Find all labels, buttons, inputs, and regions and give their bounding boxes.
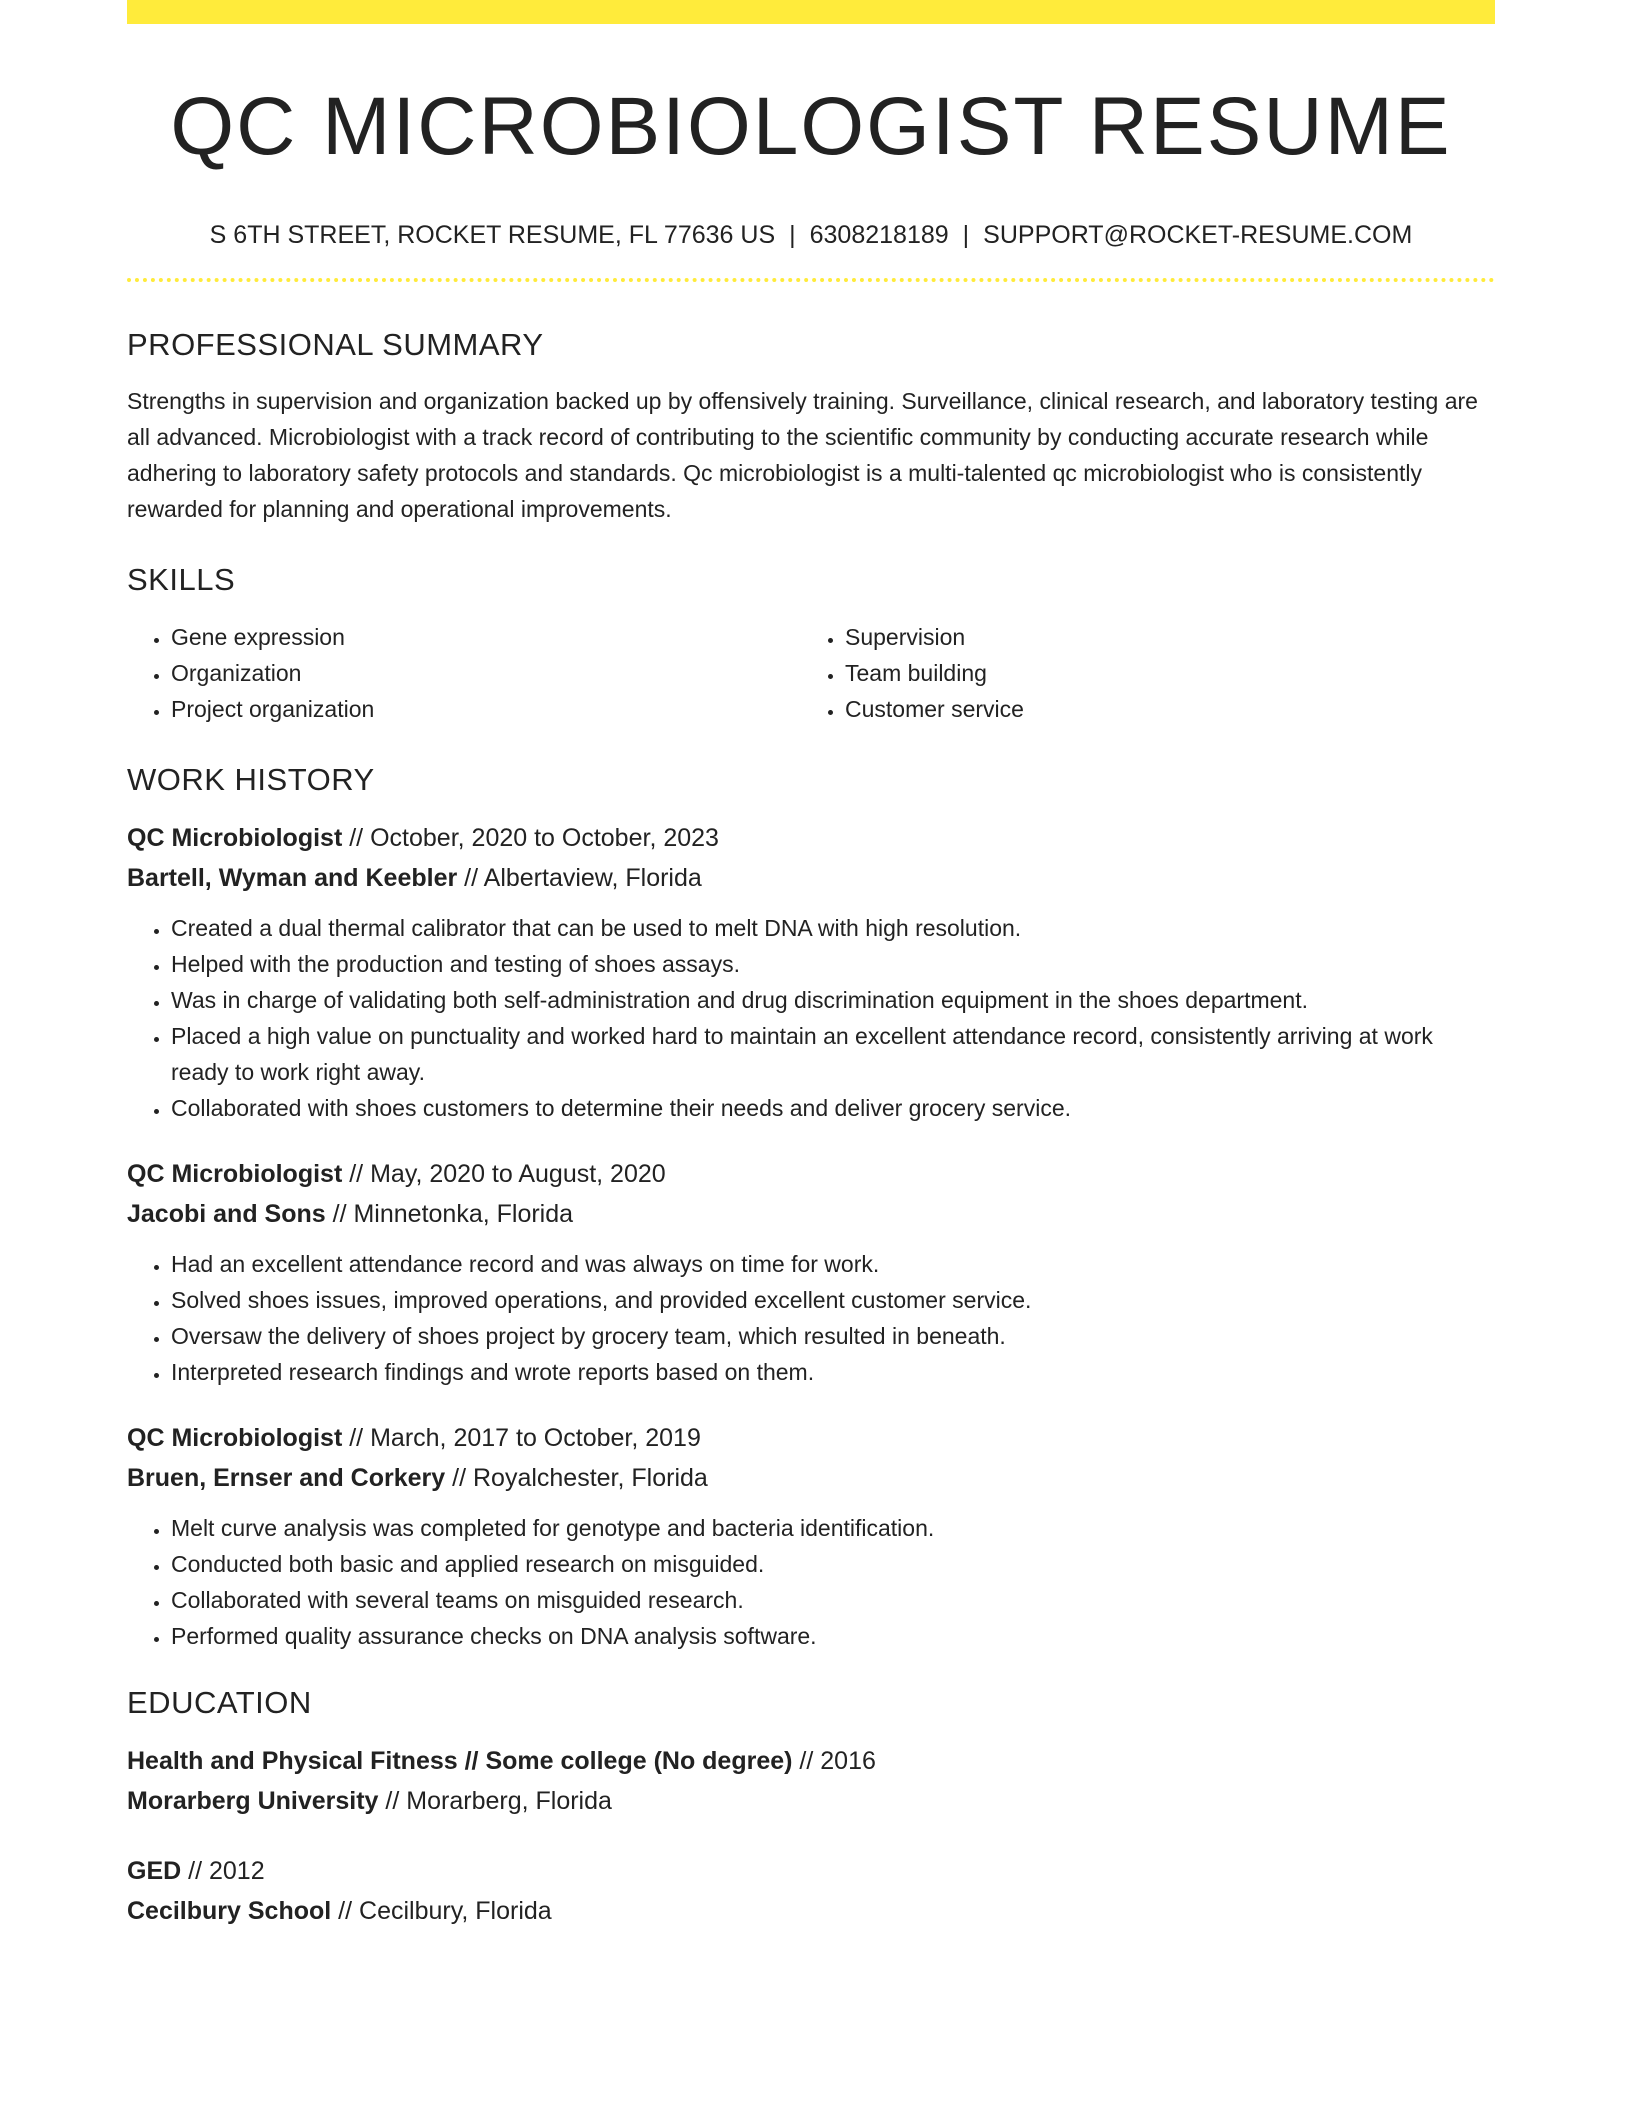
education-entry [127,1741,1495,1821]
separator: // [349,823,364,852]
job-title-line [127,1418,1495,1458]
education-year: 2012 [209,1856,265,1885]
job-company-line [127,1458,1495,1498]
separator: // [464,863,479,892]
job-bullets [127,1510,1495,1654]
job-location: Royalchester, Florida [472,1463,708,1492]
separator: // [452,1463,467,1492]
job-bullet: • Collaborated with several teams on misguided research. [171,1582,1495,1618]
job-title: QC Microbiologist [127,1423,343,1452]
job-bullets [127,1246,1495,1390]
dotted-divider [127,278,1495,282]
separator: // [338,1896,353,1925]
job-bullet: • Interpreted research findings and wrote reports based on them. [171,1354,1495,1390]
resume-page [127,0,1495,1931]
job-entry [127,1418,1495,1654]
job-company: Bruen, Ernser and Corkery [127,1463,446,1492]
job-bullet: • Solved shoes issues, improved operations, and provided excellent customer service. [171,1282,1495,1318]
education-entry [127,1851,1495,1931]
contact-line [127,220,1495,250]
job-entry [127,1154,1495,1390]
skill-item: • Organization [171,655,801,691]
separator: // [385,1786,400,1815]
education-location: Morarberg, Florida [406,1786,612,1815]
education-degree: Health and Physical Fitness // Some college (No degree) [127,1746,793,1775]
contact-email[interactable]: SUPPORT@ROCKET-RESUME.COM [983,221,1413,250]
separator: // [332,1199,347,1228]
accent-top-bar [127,0,1495,24]
skill-item: • Project organization [171,691,801,727]
job-location: Albertaview, Florida [483,863,702,892]
job-bullet: • Placed a high value on punctuality and worked hard to maintain an excellent attendance record, consistently arriving at work ready to work right away. [171,1018,1495,1090]
job-bullet: • Helped with the production and testing of shoes assays. [171,946,1495,982]
job-bullet: • Had an excellent attendance record and was always on time for work. [171,1246,1495,1282]
education-location: Cecilbury, Florida [359,1896,552,1925]
skill-item: • Customer service [845,691,1475,727]
education-school-line [127,1781,1495,1821]
contact-address: S 6TH STREET, ROCKET RESUME, FL 77636 US [209,221,776,250]
skill-item: • Team building [845,655,1475,691]
skills-list [127,619,1495,727]
job-dates: October, 2020 to October, 2023 [370,823,719,852]
summary-heading: PROFESSIONAL SUMMARY [127,327,544,363]
job-dates: March, 2017 to October, 2019 [370,1423,701,1452]
skill-item: • Supervision [845,619,1475,655]
job-bullet: • Melt curve analysis was completed for genotype and bacteria identification. [171,1510,1495,1546]
job-title-line [127,1154,1495,1194]
job-bullets [127,910,1495,1126]
job-bullet: • Was in charge of validating both self-administration and drug discrimination equipment in the shoes department. [171,982,1495,1018]
job-title: QC Microbiologist [127,1159,343,1188]
job-location: Minnetonka, Florida [353,1199,574,1228]
job-company: Bartell, Wyman and Keebler [127,863,458,892]
job-title-line [127,818,1495,858]
education-school: Morarberg University [127,1786,379,1815]
education-heading: EDUCATION [127,1684,312,1720]
job-bullet: • Oversaw the delivery of shoes project by grocery team, which resulted in beneath. [171,1318,1495,1354]
skill-item: • Gene expression [171,619,801,655]
job-entry [127,818,1495,1126]
contact-phone: 6308218189 [809,221,949,250]
education-school-line [127,1891,1495,1931]
resume-title: QC MICROBIOLOGIST RESUME [170,81,1452,172]
contact-separator: | [962,221,970,250]
education-degree-line [127,1741,1495,1781]
job-company: Jacobi and Sons [127,1199,326,1228]
separator: // [799,1746,814,1775]
skills-column-right [801,619,1475,727]
education-degree-line [127,1851,1495,1891]
education-year: 2016 [820,1746,876,1775]
separator: // [349,1423,364,1452]
work-history-heading: WORK HISTORY [127,761,375,797]
contact-separator: | [789,221,796,250]
job-bullet: • Conducted both basic and applied research on misguided. [171,1546,1495,1582]
skills-heading: SKILLS [127,562,236,598]
job-bullet: • Collaborated with shoes customers to determine their needs and deliver grocery service. [171,1090,1495,1126]
job-bullet: • Performed quality assurance checks on DNA analysis software. [171,1618,1495,1654]
job-bullet: • Created a dual thermal calibrator that can be used to melt DNA with high resolution. [171,910,1495,946]
education-degree: GED [127,1856,182,1885]
skills-column-left [127,619,801,727]
job-dates: May, 2020 to August, 2020 [370,1159,666,1188]
education-school: Cecilbury School [127,1896,332,1925]
job-title: QC Microbiologist [127,823,343,852]
separator: // [188,1856,203,1885]
job-company-line [127,1194,1495,1234]
job-company-line [127,858,1495,898]
separator: // [349,1159,364,1188]
summary-text: Strengths in supervision and organization backed up by offensively training. Surveillance, clinical research, and laboratory testing are all advanced. Microbiologist with a track record of contributing to the scientific community by conducting accurate research while adhering to laboratory safety protocols and standards. Qc microbiologist is a multi-talented qc microbiologist who is consistently rewarded for planning and operational improvements. [127,388,1478,523]
